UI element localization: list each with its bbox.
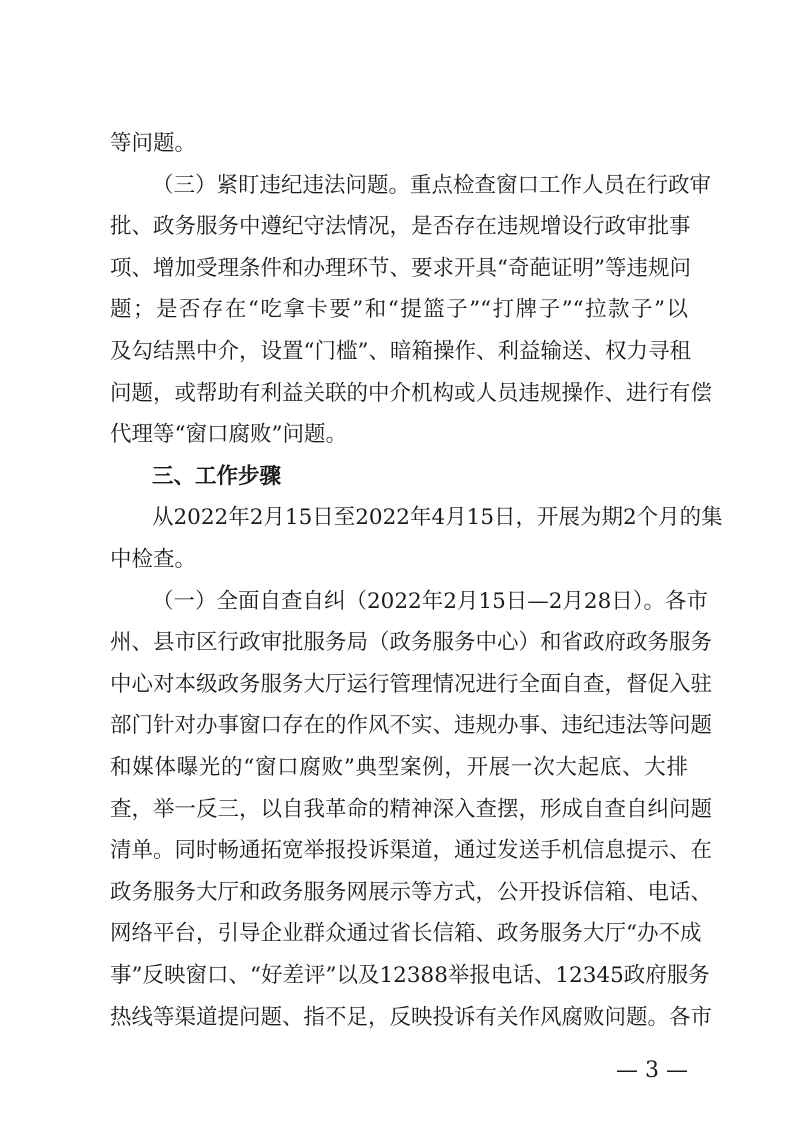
paragraph-first-line: （一）全面自查自纠（2022年2月15日—2月28日）。各市 <box>152 588 709 614</box>
text-line: 查，举一反三，以自我革命的精神深入查摆，形成自查自纠问题 <box>110 796 713 822</box>
text-line: 代理等“窗口腐败”问题。 <box>110 422 347 448</box>
text-line: 问题，或帮助有利益关联的中介机构或人员违规操作、进行有偿 <box>110 380 713 406</box>
page-number: — 3 — <box>616 1058 688 1084</box>
text-line: 州、县市区行政审批服务局（政务服务中心）和省政府政务服务 <box>110 630 713 656</box>
text-line: 热线等渠道提问题、指不足，反映投诉有关作风腐败问题。各市 <box>110 1004 713 1030</box>
text-line: 事”反映窗口、“好差评”以及12388举报电话、12345政府服务 <box>110 963 710 988</box>
text-line: 项、增加受理条件和办理环节、要求开具“奇葩证明”等违规问 <box>110 255 691 281</box>
text-line: 中心对本级政务服务大厅运行管理情况进行全面自查，督促入驻 <box>110 671 713 697</box>
text-line: 网络平台，引导企业群众通过省长信箱、政务服务大厅“办不成 <box>110 921 702 947</box>
text-line: 政务服务大厅和政务服务网展示等方式，公开投诉信箱、电话、 <box>110 879 713 905</box>
text-line: 清单。同时畅通拓宽举报投诉渠道，通过发送手机信息提示、在 <box>110 838 713 864</box>
text-line: 批、政务服务中遵纪守法情况，是否存在违规增设行政审批事 <box>110 214 691 240</box>
text-line: 部门针对办事窗口存在的作风不实、违规办事、违纪违法等问题 <box>110 713 713 739</box>
text-line: 及勾结黑中介，设置“门槛”、暗箱操作、利益输送、权力寻租 <box>110 339 691 364</box>
text-line: 中检查。 <box>110 547 197 572</box>
text-line: 和媒体曝光的“窗口腐败”典型案例，开展一次大起底、大排 <box>110 755 688 780</box>
paragraph-first-line: （三）紧盯违纪违法问题。重点检查窗口工作人员在行政审 <box>152 172 712 198</box>
text-line: 题；是否存在“吃拿卡要”和“提篮子”“打牌子”“拉款子”以 <box>110 297 688 323</box>
text-line: 等问题。 <box>110 131 197 156</box>
paragraph-first-line: 从2022年2月15日至2022年4月15日，开展为期2个月的集 <box>152 505 723 531</box>
section-heading: 三、工作步骤 <box>152 463 282 489</box>
